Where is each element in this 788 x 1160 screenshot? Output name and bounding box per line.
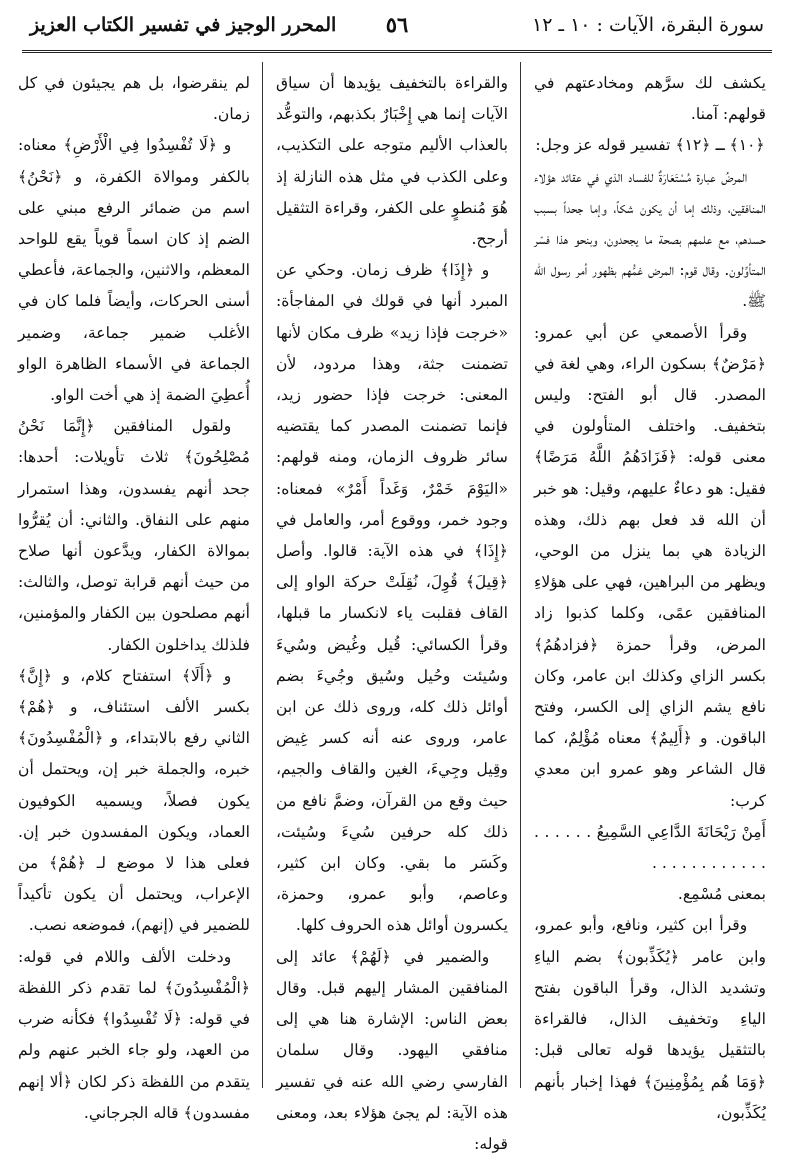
text-column-left: [18, 68, 250, 1122]
paragraph: و ﴿إِذَا﴾ ظرف زمان. وحكي عن المبرد أنها في قولك في المفاجأة: «خرجت فإذا زيد» ظرف مكان لأنها تضمنت جثة، وهذا مردود، لأن المعنى: خرجت فإذا حضور زيد، فإنما تضمنت المصدر كما يقتضيه سائر ظروف الزمان، ومنه قولهم: «اليَوْمَ خَمْرٌ، وَغَداً أَمْرٌ» فمعناه: وجود خمر، ووقوع أمر، والعامل في ﴿إِذَا﴾ في هذه الآية: قالوا. وأصل ﴿قِيلَ﴾ قُوِلَ، نُقِلَتْ حركة الواو إلى القاف فقلبت ياء لانكسار ما قبلها، وقرأ الكسائي: قُيل وغُيض وسُيءَ وسُيئت وحُيل وسُيق وجُيءَ بضم أوائل ذلك كله، وروى ذلك عن ابن عامر، وروى عنه أنه كسر غِيض وقِيل وجِيءَ، الغين والقاف والجيم، حيث وقع من القرآن، وضمَّ نافع من ذلك كله حرفين سُيءَ وسُيئت، وكَسَر ما بقي. وكان ابن كثير، وعاصم، وأبو عمرو، وحمزة، يكسرون أوائل هذه الحروف كلها.: [276, 261, 508, 935]
column-divider: [520, 62, 521, 1088]
section-heading: ﴿١٠﴾ ـ ﴿١٢﴾ تفسير قوله عز وجل:: [535, 136, 765, 155]
paragraph: المرضُ عبارة مُسْتَعَارَةٌ للفساد الذي في عقائد هؤلاء المنافقين، وذلك إما أن يكون شكاً، وإما جحداً بسبب حسدهم، مع علمهم بصحة ما يجحدون، وبنحو هذا فسّر المتأوِّلون. وقال قوم: المرض غمُّهم بظهور أمر رسول الله ﷺ.: [534, 167, 766, 311]
paragraph: والضمير في ﴿لَهُمْ﴾ عائد إلى المنافقين المشار إليهم قبل. وقال بعض الناس: الإشارة هنا هي إلى منافقي اليهود. وقال سلمان الفارسي رضي الله عنه في تفسير هذه الآية: لم يجئ هؤلاء بعد، ومعنى قوله:: [276, 947, 508, 1153]
paragraph: والقراءة بالتخفيف يؤيدها أن سياق الآيات إنما هي إِخْبَارٌ بكذبهم، والتوعُّد بالعذاب الأليم متوجه على التكذيب، وعلى الكذب في مثل هذه النازلة إذ هُوَ مُنطوٍ على الكفر، وقراءة التثقيل أرجح.: [276, 74, 508, 249]
paragraph: ودخلت الألف واللام في قوله: ﴿الْمُفْسِدُونَ﴾ لما تقدم ذكر اللفظة في قوله: ﴿لَا تُفْسِدُوا﴾ فكأنه ضرب من العهد، ولو جاء الخبر عنهم ولم يتقدم من اللفظة ذكر لكان ﴿ألا إنهم مفسدون﴾ قاله الجرجاني.: [18, 947, 250, 1122]
paragraph: يكشف لك سرَّهم ومخادعتهم في قولهم: آمنا.: [534, 74, 766, 124]
paragraph: و ﴿أَلَا﴾ استفتاح كلام، و ﴿إِنَّ﴾ بكسر الألف استئناف، و ﴿هُمْ﴾ الثاني رفع بالابتداء، و ﴿الْمُفْسِدُونَ﴾ خبره، والجملة خبر إن، ويحتمل أن يكون فصلاً، ويسميه الكوفيون العماد، ويكون المفسدون خبر إن. فعلى هذا لا موضع لـ ﴿هُمْ﴾ من الإعراب، ويحتمل أن يكون تأكيداً للضمير في (إنهم)، فموضعه نصب.: [18, 666, 250, 935]
poetry-verse: أَمِنْ رَيْحَانَةَ الدَّاعِي السَّمِيعُ . . . . . . . . . . . . . . . . . .: [534, 822, 766, 873]
paragraph: وقرأ الأصمعي عن أبي عمرو: ﴿مَرْضٌ﴾ بسكون الراء، وهي لغة في المصدر. قال أبو الفتح: وليس بتخفيف. واختلف المتأولون في معنى قوله: ﴿فَزَادَهُمُ اللَّهُ مَرَضًا﴾ فقيل: هو دعاءٌ عليهم، وقيل: هو خبر أن الله قد فعل بهم ذلك، وهذه الزيادة هي بما ينزل من الوحي، ويظهر من البراهين، فهي على هؤلاءِ المنافقين عمًى، وكلما كذبوا زاد المرض، وقرأ حمزة ﴿فزادهُمُ﴾ بكسر الزاي وكذلك ابن عامر، وكان نافع يشم الزاي إلى الكسر، وفتح الباقون. و ﴿أَلِيمٌ﴾ معناه مُؤْلِمٌ، كما قال الشاعر وهو عمرو ابن معدي كرب:: [534, 323, 766, 810]
book-title: المحرر الوجيز في تفسير الكتاب العزيز: [30, 14, 337, 36]
surah-heading: سورة البقرة، الآيات : ١٠ ـ ١٢: [532, 14, 764, 36]
paragraph: ولقول المنافقين ﴿إِنَّمَا نَحْنُ مُصْلِحُونَ﴾ ثلاث تأويلات: أحدها: جحد أنهم يفسدون، وهذا استمرار منهم على النفاق. والثاني: أن يُقرُّوا بموالاة الكفار، ويدَّعون أنها صلاح من حيث أنهم قرابة توصل، والثالث: أنهم مصلحون بين الكفار والمؤمنين، فلذلك يداخلون الكفار.: [18, 417, 250, 654]
paragraph: وقرأ ابن كثير، ونافع، وأبو عمرو، وابن عامر ﴿يُكَذِّبون﴾ بضم الياءِ وتشديد الذال، وقرأ الباقون بفتح الياءِ وتخفيف الذال، فالقراءة بالتثقيل يؤيدها قوله تعالى قبل: ﴿وَمَا هُم بِمُؤْمِنِينَ﴾ فهذا إخبار بأنهم يُكَذِّبون،: [534, 916, 766, 1122]
text-column-right: [534, 68, 766, 1122]
text-column-middle: [276, 68, 508, 1153]
paragraph: بمعنى مُسْمِع.: [677, 885, 766, 904]
paragraph: و ﴿لَا تُفْسِدُوا فِي الْأَرْضِ﴾ معناه: بالكفر وموالاة الكفرة، و ﴿نَحْنُ﴾ اسم من ضمائر الرفع مبني على الضم إذ كان اسماً قوياً يقع للواحد المعظم، والاثنين، والجماعة، فأعطي أسنى الحركات، وأيضاً فلما كان في الأغلب ضمير جماعة، وضمير الجماعة في الأسماء الظاهرة الواو أُعطِيَ الضمة إذ هي أخت الواو.: [18, 136, 250, 405]
column-divider: [262, 62, 263, 1088]
page-number: ٥٦: [385, 12, 409, 37]
paragraph: لم ينقرضوا، بل هم يجيئون في كل زمان.: [18, 74, 250, 124]
page-header: [22, 8, 772, 50]
header-divider: [22, 50, 772, 53]
